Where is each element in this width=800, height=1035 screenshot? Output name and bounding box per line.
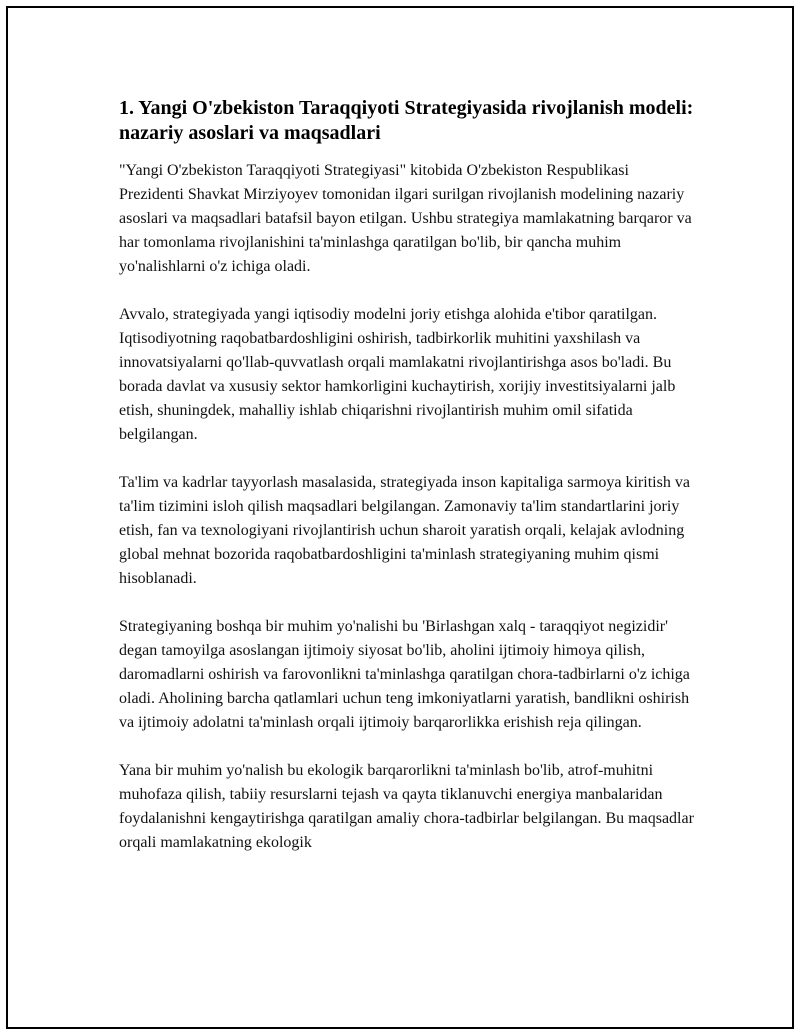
paragraph-economic-model: Avvalo, strategiyada yangi iqtisodiy modelni joriy etishga alohida e'tibor qaratilgan. Iqtisodiyotning raqobatbardoshligini oshirish, tadbirkorlik muhitini yaxshilash va innovatsiyalarni qo'llab-quvvatlash orqali mamlakatni rivojlantirishga asos bo'ladi. Bu borada davlat va xususiy sektor hamkorligini kuchaytirish, xorijiy investitsiyalarni jalb etish, shuningdek, mahalliy ishlab chiqarishni rivojlantirish muhim omil sifatida belgilangan. <box>119 306 676 443</box>
paragraph-education: Ta'lim va kadrlar tayyorlash masalasida, strategiyada inson kapitaliga sarmoya kiritish va ta'lim tizimini isloh qilish maqsadlari belgilangan. Zamonaviy ta'lim standartlarini joriy etish, fan va texnologiyani rivojlantirish uchun sharoit yaratish orqali, kelajak avlodning global mehnat bozorida raqobatbardoshligini ta'minlash strategiyaning muhim qismi hisoblanadi. <box>119 474 690 587</box>
paragraph-intro: "Yangi O'zbekiston Taraqqiyoti Strategiyasi" kitobida O'zbekiston Respublikasi Prezidenti Shavkat Mirziyoyev tomonidan ilgari surilgan rivojlanish modelining nazariy asoslari va maqsadlari batafsil bayon etilgan. Ushbu strategiya mamlakatning barqaror va har tomonlama rivojlanishini ta'minlashga qaratilgan bo'lib, bir qancha muhim yo'nalishlarni o'z ichiga oladi. <box>119 162 692 275</box>
document-page <box>6 6 794 1029</box>
document-body <box>119 96 694 879</box>
paragraph-ecology: Yana bir muhim yo'nalish bu ekologik barqarorlikni ta'minlash bo'lib, atrof-muhitni muhofaza qilish, tabiiy resurslarni tejash va qayta tiklanuvchi energiya manbalaridan foydalanishni kengaytirishga qaratilgan amaliy chora-tadbirlar belgilangan. Bu maqsadlar orqali mamlakatning ekologik <box>119 762 694 851</box>
section-heading: 1. Yangi O'zbekiston Taraqqiyoti Strategiyasida rivojlanish modeli: nazariy asoslari va maqsadlari <box>119 97 694 144</box>
paragraph-social-policy: Strategiyaning boshqa bir muhim yo'nalishi bu 'Birlashgan xalq - taraqqiyot negizidir' degan tamoyilga asoslangan ijtimoiy siyosat bo'lib, aholini ijtimoiy himoya qilish, daromadlarni oshirish va farovonlikni ta'minlashga qaratilgan chora-tadbirlarni o'z ichiga oladi. Aholining barcha qatlamlari uchun teng imkoniyatlarni yaratish, bandlikni oshirish va ijtimoiy adolatni ta'minlash orqali ijtimoiy barqarorlikka erishish reja qilingan. <box>119 618 690 731</box>
